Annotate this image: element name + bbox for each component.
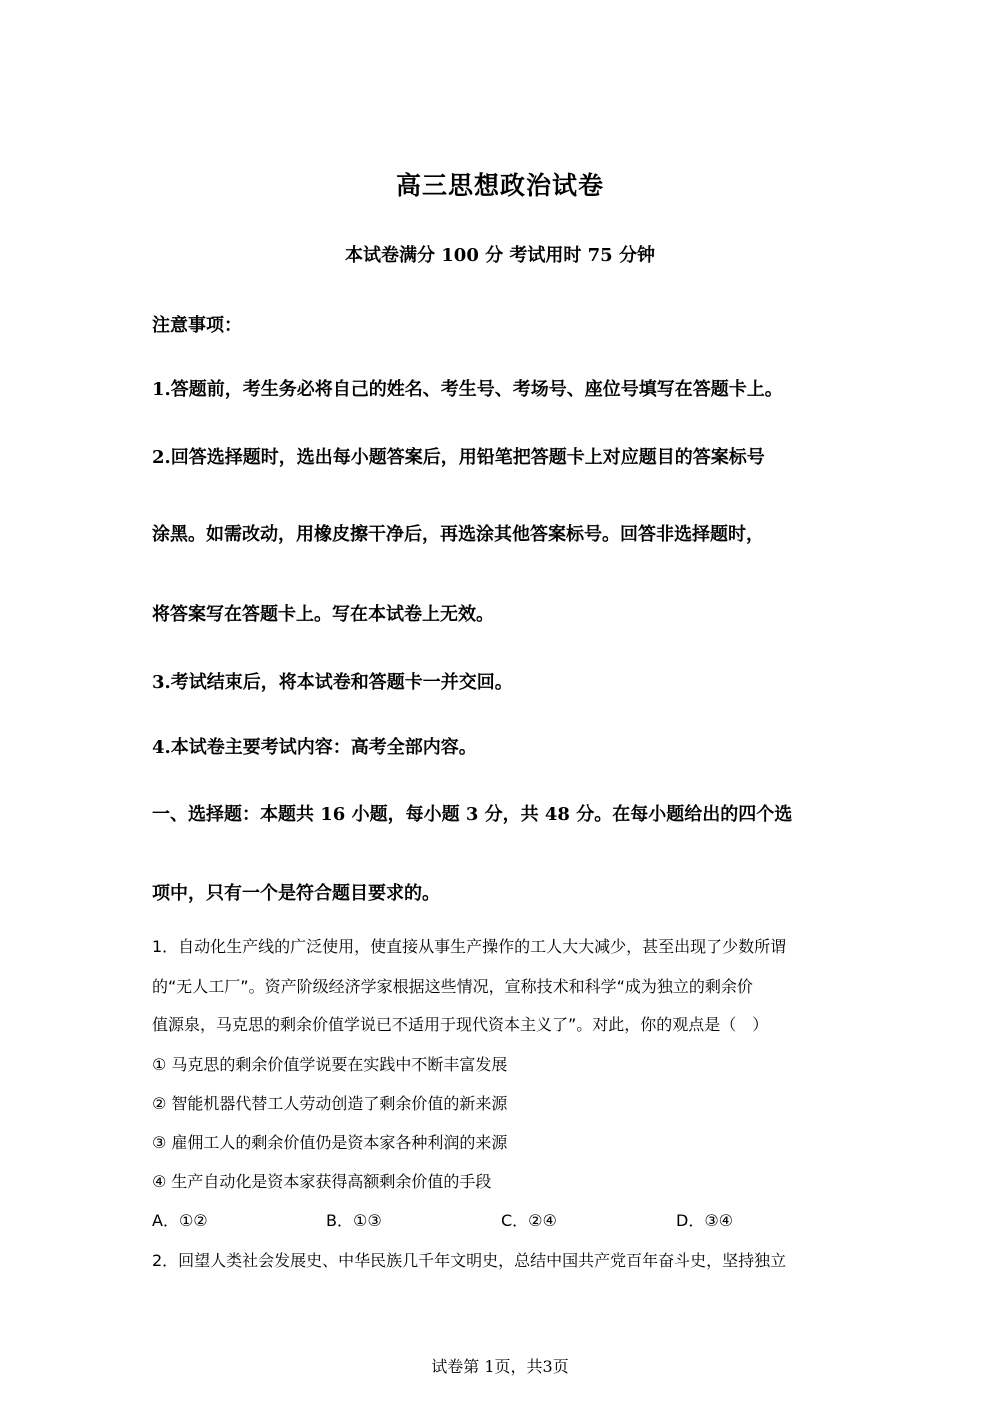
question-1-statement-4: ④ 生产自动化是资本家获得高额剩余价值的手段 xyxy=(152,1172,492,1191)
question-1-option-d: D．③④ xyxy=(676,1211,734,1230)
question-1-statement-1: ① 马克思的剩余价值学说要在实践中不断丰富发展 xyxy=(152,1055,508,1074)
question-1-option-a: A．①② xyxy=(152,1211,208,1230)
exam-subtitle: 本试卷满分 100 分 考试用时 75 分钟 xyxy=(345,245,655,266)
question-1-option-b: B．①③ xyxy=(326,1211,382,1230)
exam-title: 高三思想政治试卷 xyxy=(395,171,604,200)
section-heading-line-2: 项中，只有一个是符合题目要求的。 xyxy=(152,883,440,904)
question-1-statement-3: ③ 雇佣工人的剩余价值仍是资本家各种利润的来源 xyxy=(152,1133,508,1152)
question-1-stem-line-3: 值源泉，马克思的剩余价值学说已不适用于现代资本主义了”。对此，你的观点是（ ） xyxy=(152,1015,769,1034)
question-1-option-c: C．②④ xyxy=(501,1211,557,1230)
question-1-stem-line-1: 1．自动化生产线的广泛使用，使直接从事生产操作的工人大大减少，甚至出现了少数所谓 xyxy=(152,937,787,956)
notice-line-5: 3.考试结束后，将本试卷和答题卡一并交回。 xyxy=(152,672,513,693)
notice-line-2: 2.回答选择题时，选出每小题答案后，用铅笔把答题卡上对应题目的答案标号 xyxy=(152,447,765,468)
page-footer: 试卷第 1页，共3页 xyxy=(431,1357,569,1376)
question-1-statement-2: ② 智能机器代替工人劳动创造了剩余价值的新来源 xyxy=(152,1094,508,1113)
notice-line-1: 1.答题前，考生务必将自己的姓名、考生号、考场号、座位号填写在答题卡上。 xyxy=(152,379,783,400)
notice-heading: 注意事项： xyxy=(152,315,242,336)
question-2-stem-line-1: 2．回望人类社会发展史、中华民族几千年文明史，总结中国共产党百年奋斗史，坚持独立 xyxy=(152,1251,787,1270)
notice-line-4: 将答案写在答题卡上。写在本试卷上无效。 xyxy=(152,604,494,625)
notice-line-3: 涂黑。如需改动，用橡皮擦干净后，再选涂其他答案标号。回答非选择题时， xyxy=(152,524,764,545)
notice-line-6: 4.本试卷主要考试内容：高考全部内容。 xyxy=(152,737,477,758)
question-1-stem-line-2: 的“无人工厂”。资产阶级经济学家根据这些情况，宣称技术和科学“成为独立的剩余价 xyxy=(152,977,753,996)
section-heading-line-1: 一、选择题：本题共 16 小题，每小题 3 分，共 48 分。在每小题给出的四个选 xyxy=(152,804,793,825)
